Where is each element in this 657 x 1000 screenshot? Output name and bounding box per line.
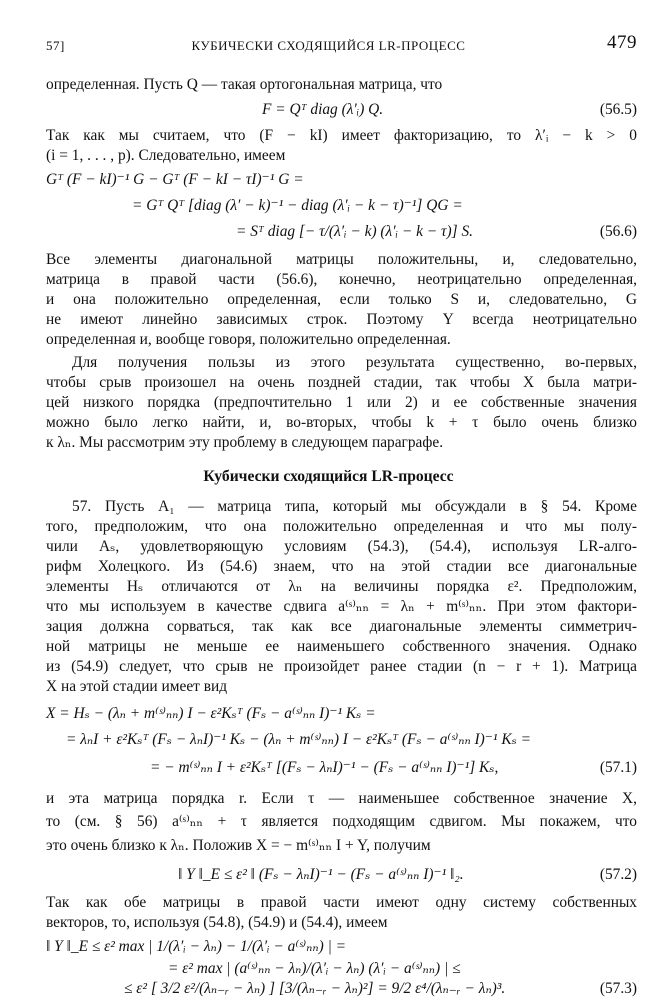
equation-number: (57.2) [599,866,637,883]
text-line: то (см. § 56) a⁽ˢ⁾ₙₙ + τ является подходящим сдвигом. Мы покажем, что [46,813,637,830]
text-line: можно было легко найти, и, во-вторых, чтобы k + τ было очень близко [46,414,637,431]
text-line: того, предположим, что она положительно определенная и что мы полу- [46,518,637,535]
text-line: Все элементы диагональной матрицы положительны, и, следовательно, [46,251,637,268]
text-line: элементы Hₛ отличаются от λₙ на величины порядка ε². Предположим, [46,578,637,595]
text-line: Так как мы считаем, что (F − kI) имеет факторизацию, то λ′ᵢ − k > 0 [46,127,637,144]
equation-57-1-line2: = λₙI + ε²Kₛᵀ (Fₛ − λₙI)⁻¹ Kₛ − (λₙ + m⁽ˢ⁾ₙₙ) I − ε²Kₛᵀ (Fₛ − a⁽ˢ⁾ₙₙ I)⁻¹ Kₛ = [66,731,532,748]
text-line: что мы используем в качестве сдвига a⁽ˢ⁾ₙₙ = λₙ + m⁽ˢ⁾ₙₙ. При этом фактори- [46,598,637,615]
text-line: Для получения пользы из этого результата существенно, во-первых, [72,354,637,371]
text-line: чтобы срыв произошел на очень поздней стадии, так чтобы X была матри- [46,374,637,391]
text-line: Так как обе матрицы в правой части имеют одну систему собственных [46,894,637,911]
text-line: определенная и, вообще говоря, положительно определенная. [46,331,451,348]
equation-number: (56.6) [599,223,637,240]
text-line: определенная. Пусть Q — такая ортогональная матрица, что [46,76,443,93]
text-line: (i = 1, . . . , p). Следовательно, имеем [46,147,286,164]
text-line: и она положительно определенная, если только S и, следовательно, G [46,291,637,308]
equation-number: (57.1) [599,759,637,776]
section-title: Кубически сходящийся LR-процесс [203,468,454,485]
text-line: это очень близко к λₙ. Положив X = − m⁽ˢ⁾ₙₙ I + Y, получим [46,837,431,854]
page-number: 479 [607,32,637,53]
text-line: матрица в правой части (56.6), конечно, неотрицательно определенная, [46,271,637,288]
text-line: X на этой стадии имеет вид [46,678,228,695]
text-line: рифм Холецкого. Из (54.6) знаем, что на этой стадии все диагональные [46,558,637,575]
text-line: 57. Пусть A₁ — матрица типа, который мы обсуждали в § 54. Кроме [72,498,637,515]
text-line: ной матрицы не меньше ее наименьшего собственного значения. Однако [46,638,637,655]
running-title: КУБИЧЕСКИ СХОДЯЩИЙСЯ LR-ПРОЦЕСС [191,38,466,53]
equation-number: (56.5) [599,101,637,118]
text-line: цей низкого порядка (предпочтительно 1 или 2) и ее собственные значения [46,394,637,411]
equation-57-1-line3: = − m⁽ˢ⁾ₙₙ I + ε²Kₛᵀ [(Fₛ − λₙI)⁻¹ − (Fₛ − a⁽ˢ⁾ₙₙ I)⁻¹] Kₛ, [150,759,499,776]
text-line: векторов, то, используя (54.8), (54.9) и (54.4), имеем [46,914,388,931]
equation-number: (57.3) [599,980,637,997]
text-line: чили Aₛ, удовлетворяющую условиям (54.3), (54.4), используя LR-алго- [46,538,637,555]
equation-57-3-line2: = ε² max | (a⁽ˢ⁾ₙₙ − λₙ)/(λ′ᵢ − λₙ) (λ′ᵢ − a⁽ˢ⁾ₙₙ) | ≤ [168,960,461,977]
header-section-ref: 57] [46,38,65,53]
equation-56-6-line1: Gᵀ (F − kI)⁻¹ G − Gᵀ (F − kI − τI)⁻¹ G = [46,171,304,188]
text-line: и эта матрица порядка r. Если τ — наименьшее собственное значение X, [46,790,637,807]
text-line: из (54.9) следует, что срыв не произойдет ранее стадии (n − r + 1). Матрица [46,658,637,675]
equation-57-3-line1: ‖ Y ‖_E ≤ ε² max | 1/(λ′ᵢ − λₙ) − 1/(λ′ᵢ − a⁽ˢ⁾ₙₙ) | = [46,938,347,955]
equation-57-3-line3: ≤ ε² [ 3/2 ε²/(λₙ₋ᵣ − λₙ) ] [3/(λₙ₋ᵣ − λₙ)²] = 9/2 ε⁴/(λₙ₋ᵣ − λₙ)³. [124,980,506,997]
equation-56-5: F = Qᵀ diag (λ′ᵢ) Q. [262,101,384,118]
text-line: зация должна сорваться, так как все диагональные элементы симметрич- [46,618,637,635]
text-line: не имеют линейно зависимых строк. Поэтому Y всегда неотрицательно [46,311,637,328]
equation-57-1-line1: X = Hₛ − (λₙ + m⁽ˢ⁾ₙₙ) I − ε²Kₛᵀ (Fₛ − a⁽ˢ⁾ₙₙ I)⁻¹ Kₛ = [46,705,376,722]
equation-56-6-line3: = Sᵀ diag [− τ/(λ′ᵢ − k) (λ′ᵢ − k − τ)] S. [236,223,474,240]
equation-57-2: ‖ Y ‖_E ≤ ε² ‖ (Fₛ − λₙI)⁻¹ − (Fₛ − a⁽ˢ⁾ₙₙ I)⁻¹ ‖₂. [178,866,464,883]
equation-56-6-line2: = Gᵀ Qᵀ [diag (λ′ − k)⁻¹ − diag (λ′ᵢ − k − τ)⁻¹] QG = [132,197,463,214]
text-line: к λₙ. Мы рассмотрим эту проблему в следующем параграфе. [46,434,444,451]
